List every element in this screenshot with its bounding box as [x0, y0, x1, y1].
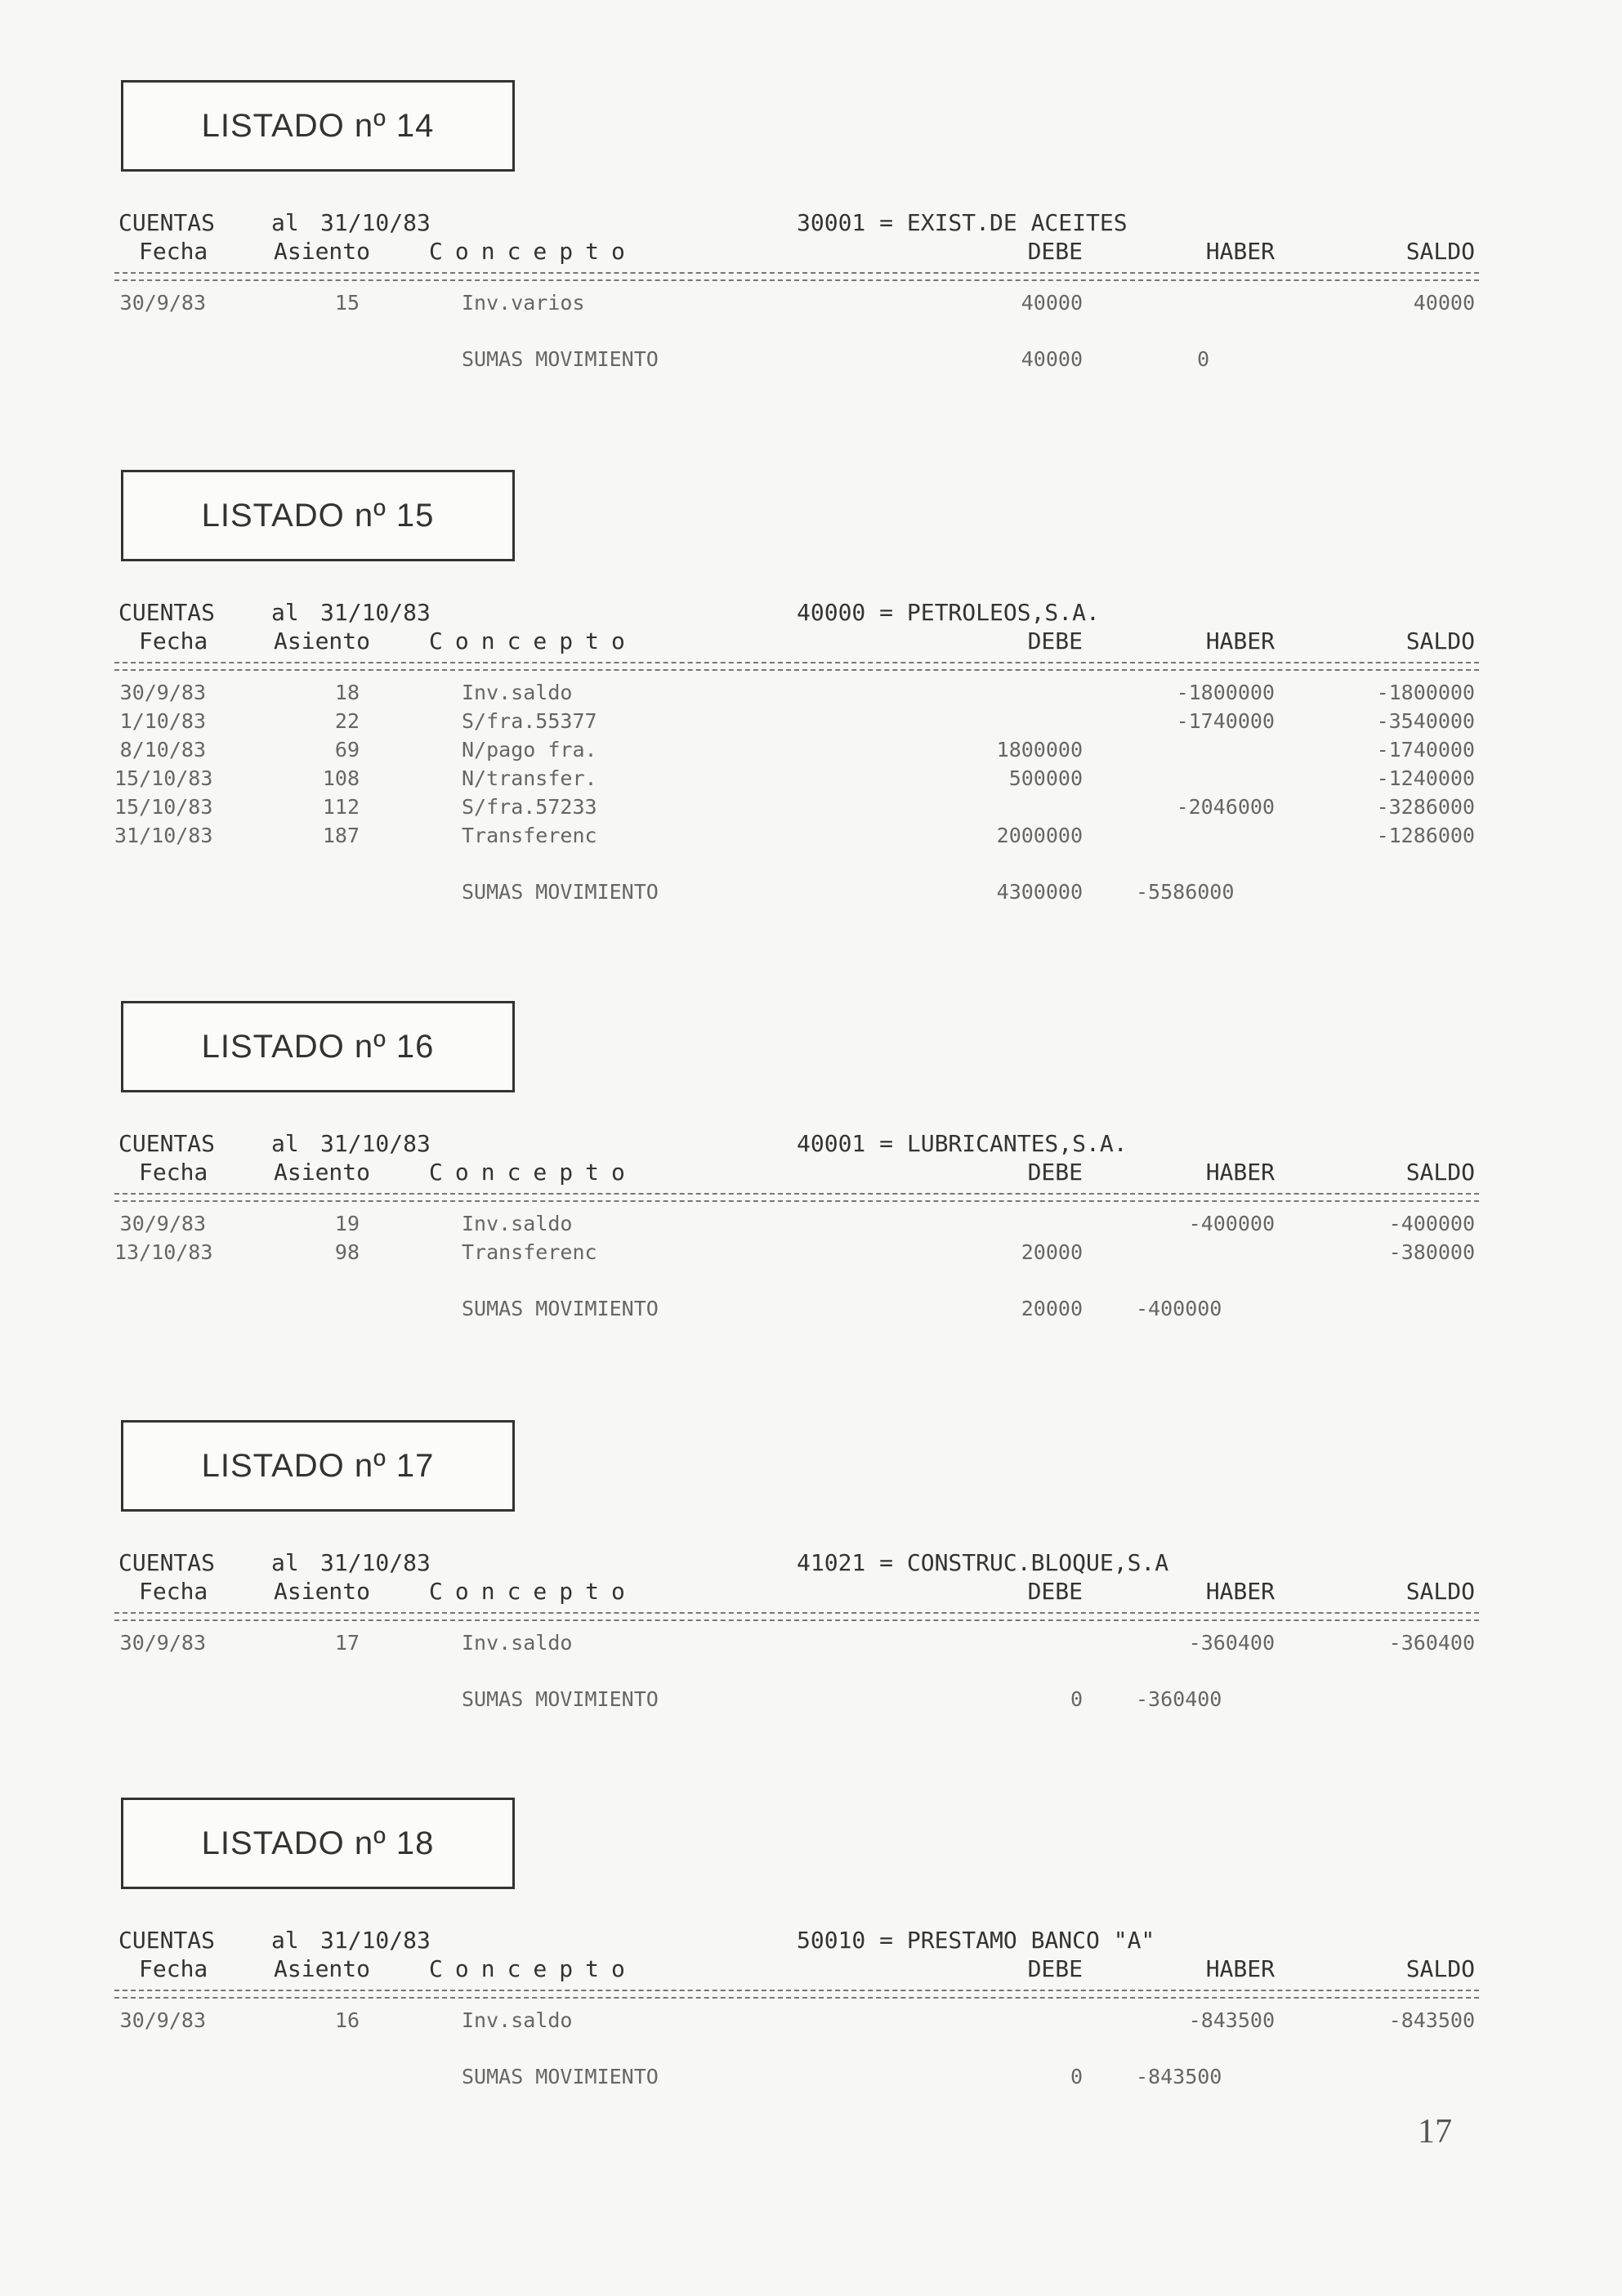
sums-debe: 0 [1070, 2065, 1083, 2088]
sums-row [114, 2065, 1479, 2093]
asiento-cell: 108 [322, 766, 360, 790]
asiento-cell: 98 [334, 1240, 360, 1264]
listing-date: 31/10/83 [320, 1549, 431, 1576]
sums-debe: 4300000 [996, 880, 1083, 904]
haber-cell: -1740000 [1176, 709, 1275, 733]
table-row [114, 795, 1479, 823]
header-separator [114, 662, 1479, 671]
header-separator [114, 1612, 1479, 1621]
column-header [114, 1159, 1479, 1188]
account-name: 50010 = PRESTAMO BANCO "A" [797, 1927, 1155, 1954]
haber-header: HABER [1205, 1578, 1275, 1605]
debe-cell: 1800000 [996, 738, 1083, 762]
debe-header: DEBE [1027, 1159, 1083, 1186]
listado-title: LISTADO nº 15 [201, 497, 435, 534]
fecha-cell: 13/10/83 [114, 1240, 213, 1264]
concepto-cell: Transferenc [462, 824, 597, 847]
al-label: al [271, 1549, 299, 1576]
account-header [114, 209, 1479, 239]
asiento-cell: 18 [334, 681, 360, 704]
concepto-header: Concepto [429, 628, 637, 654]
table-row [114, 738, 1479, 766]
concepto-header: Concepto [429, 238, 637, 265]
fecha-cell: 30/9/83 [119, 291, 206, 315]
listado-title: LISTADO nº 18 [201, 1825, 435, 1861]
saldo-cell: -400000 [1388, 1212, 1475, 1235]
sums-row [114, 1687, 1479, 1715]
saldo-cell: -3286000 [1376, 795, 1475, 819]
sums-label: SUMAS MOVIMIENTO [462, 1687, 659, 1711]
fecha-header: Fecha [139, 628, 208, 654]
listing-date: 31/10/83 [320, 209, 431, 236]
listing-date: 31/10/83 [320, 599, 431, 626]
listado-title-box [121, 1798, 515, 1889]
asiento-cell: 187 [322, 824, 360, 847]
haber-header: HABER [1205, 1159, 1275, 1186]
sums-label: SUMAS MOVIMIENTO [462, 1297, 659, 1320]
concepto-header: Concepto [429, 1578, 637, 1605]
sums-debe: 20000 [1021, 1297, 1083, 1320]
asiento-cell: 69 [334, 738, 360, 762]
fecha-header: Fecha [139, 238, 208, 265]
listado-section [114, 1001, 1479, 1320]
asiento-cell: 16 [334, 2008, 360, 2032]
concepto-header: Concepto [429, 1159, 637, 1186]
asiento-cell: 15 [334, 291, 360, 315]
haber-cell: -2046000 [1176, 795, 1275, 819]
table-row [114, 766, 1479, 794]
saldo-cell: -1286000 [1376, 824, 1475, 847]
table-row [114, 1212, 1479, 1240]
sums-haber: -360400 [1136, 1687, 1222, 1711]
debe-cell: 2000000 [996, 824, 1083, 847]
cuentas-label: CUENTAS [118, 209, 216, 236]
cuentas-label: CUENTAS [118, 1927, 216, 1954]
haber-header: HABER [1205, 628, 1275, 654]
fecha-cell: 30/9/83 [119, 1631, 206, 1655]
sums-label: SUMAS MOVIMIENTO [462, 347, 659, 371]
table-row [114, 291, 1479, 319]
debe-header: DEBE [1027, 628, 1083, 654]
concepto-cell: Inv.saldo [462, 2008, 573, 2032]
account-name: 40000 = PETROLEOS,S.A. [797, 599, 1100, 626]
saldo-cell: -1240000 [1376, 766, 1475, 790]
concepto-cell: Inv.saldo [462, 1631, 573, 1655]
fecha-cell: 30/9/83 [119, 2008, 206, 2032]
saldo-header: SALDO [1405, 1578, 1475, 1605]
concepto-cell: Inv.varios [462, 291, 585, 315]
sums-debe: 40000 [1021, 347, 1083, 371]
concepto-cell: N/pago fra. [462, 738, 597, 762]
listado-title-box [121, 80, 515, 172]
column-header [114, 1955, 1479, 1985]
debe-cell: 500000 [1008, 766, 1083, 790]
table-row [114, 709, 1479, 737]
al-label: al [271, 209, 299, 236]
asiento-cell: 17 [334, 1631, 360, 1655]
sums-row [114, 1297, 1479, 1324]
account-header [114, 1927, 1479, 1956]
account-header [114, 1549, 1479, 1579]
header-separator [114, 272, 1479, 281]
table-row [114, 1631, 1479, 1659]
concepto-cell: Inv.saldo [462, 681, 573, 704]
listado-title: LISTADO nº 16 [201, 1028, 435, 1065]
listado-section [114, 1798, 1479, 2088]
sums-haber: -843500 [1136, 2065, 1222, 2088]
table-row [114, 1240, 1479, 1268]
asiento-header: Asiento [274, 1159, 371, 1186]
debe-header: DEBE [1027, 1578, 1083, 1605]
fecha-cell: 31/10/83 [114, 824, 213, 847]
asiento-header: Asiento [274, 628, 371, 654]
cuentas-label: CUENTAS [118, 1130, 216, 1157]
column-header [114, 238, 1479, 267]
al-label: al [271, 1130, 299, 1157]
sums-haber: -400000 [1136, 1297, 1222, 1320]
sums-row [114, 880, 1479, 908]
column-header [114, 1578, 1479, 1607]
saldo-cell: -1800000 [1376, 681, 1475, 704]
saldo-header: SALDO [1405, 238, 1475, 265]
saldo-cell: -3540000 [1376, 709, 1475, 733]
listado-title-box [121, 1420, 515, 1512]
concepto-cell: N/transfer. [462, 766, 597, 790]
saldo-cell: 40000 [1413, 291, 1475, 315]
saldo-cell: -380000 [1388, 1240, 1475, 1264]
saldo-header: SALDO [1405, 1955, 1475, 1982]
fecha-header: Fecha [139, 1159, 208, 1186]
sums-haber: -5586000 [1136, 880, 1235, 904]
listing-date: 31/10/83 [320, 1927, 431, 1954]
concepto-cell: S/fra.57233 [462, 795, 597, 819]
haber-cell: -843500 [1188, 2008, 1275, 2032]
debe-header: DEBE [1027, 1955, 1083, 1982]
haber-cell: -360400 [1188, 1631, 1275, 1655]
al-label: al [271, 1927, 299, 1954]
fecha-header: Fecha [139, 1955, 208, 1982]
asiento-header: Asiento [274, 1578, 371, 1605]
debe-cell: 40000 [1021, 291, 1083, 315]
saldo-cell: -360400 [1388, 1631, 1475, 1655]
saldo-cell: -1740000 [1376, 738, 1475, 762]
haber-header: HABER [1205, 238, 1275, 265]
listado-title: LISTADO nº 14 [201, 107, 435, 144]
cuentas-label: CUENTAS [118, 599, 216, 626]
account-header [114, 599, 1479, 628]
fecha-cell: 8/10/83 [119, 738, 206, 762]
asiento-header: Asiento [274, 238, 371, 265]
haber-header: HABER [1205, 1955, 1275, 1982]
fecha-cell: 15/10/83 [114, 766, 213, 790]
saldo-header: SALDO [1405, 628, 1475, 654]
listing-date: 31/10/83 [320, 1130, 431, 1157]
table-row [114, 824, 1479, 851]
sums-debe: 0 [1070, 1687, 1083, 1711]
concepto-cell: Inv.saldo [462, 1212, 573, 1235]
concepto-header: Concepto [429, 1955, 637, 1982]
header-separator [114, 1990, 1479, 1999]
debe-cell: 20000 [1021, 1240, 1083, 1264]
asiento-cell: 22 [334, 709, 360, 733]
table-row [114, 2008, 1479, 2036]
haber-cell: -1800000 [1176, 681, 1275, 704]
fecha-cell: 30/9/83 [119, 1212, 206, 1235]
sums-label: SUMAS MOVIMIENTO [462, 880, 659, 904]
fecha-cell: 30/9/83 [119, 681, 206, 704]
asiento-header: Asiento [274, 1955, 371, 1982]
concepto-cell: S/fra.55377 [462, 709, 597, 733]
fecha-cell: 1/10/83 [119, 709, 206, 733]
listado-section [114, 80, 1479, 371]
fecha-header: Fecha [139, 1578, 208, 1605]
account-name: 30001 = EXIST.DE ACEITES [797, 209, 1128, 236]
listado-title-box [121, 470, 515, 561]
haber-cell: -400000 [1188, 1212, 1275, 1235]
listado-title: LISTADO nº 17 [201, 1447, 435, 1484]
account-name: 41021 = CONSTRUC.BLOQUE,S.A [797, 1549, 1169, 1576]
listado-section [114, 470, 1479, 904]
saldo-cell: -843500 [1388, 2008, 1475, 2032]
cuentas-label: CUENTAS [118, 1549, 216, 1576]
fecha-cell: 15/10/83 [114, 795, 213, 819]
asiento-cell: 112 [322, 795, 360, 819]
debe-header: DEBE [1027, 238, 1083, 265]
al-label: al [271, 599, 299, 626]
saldo-header: SALDO [1405, 1159, 1475, 1186]
account-name: 40001 = LUBRICANTES,S.A. [797, 1130, 1128, 1157]
page-number: 17 [1418, 2113, 1452, 2151]
account-header [114, 1130, 1479, 1159]
header-separator [114, 1193, 1479, 1202]
sums-haber: 0 [1196, 347, 1209, 371]
listado-title-box [121, 1001, 515, 1092]
table-row [114, 681, 1479, 708]
concepto-cell: Transferenc [462, 1240, 597, 1264]
listado-section [114, 1420, 1479, 1711]
sums-row [114, 347, 1479, 375]
column-header [114, 628, 1479, 657]
asiento-cell: 19 [334, 1212, 360, 1235]
sums-label: SUMAS MOVIMIENTO [462, 2065, 659, 2088]
